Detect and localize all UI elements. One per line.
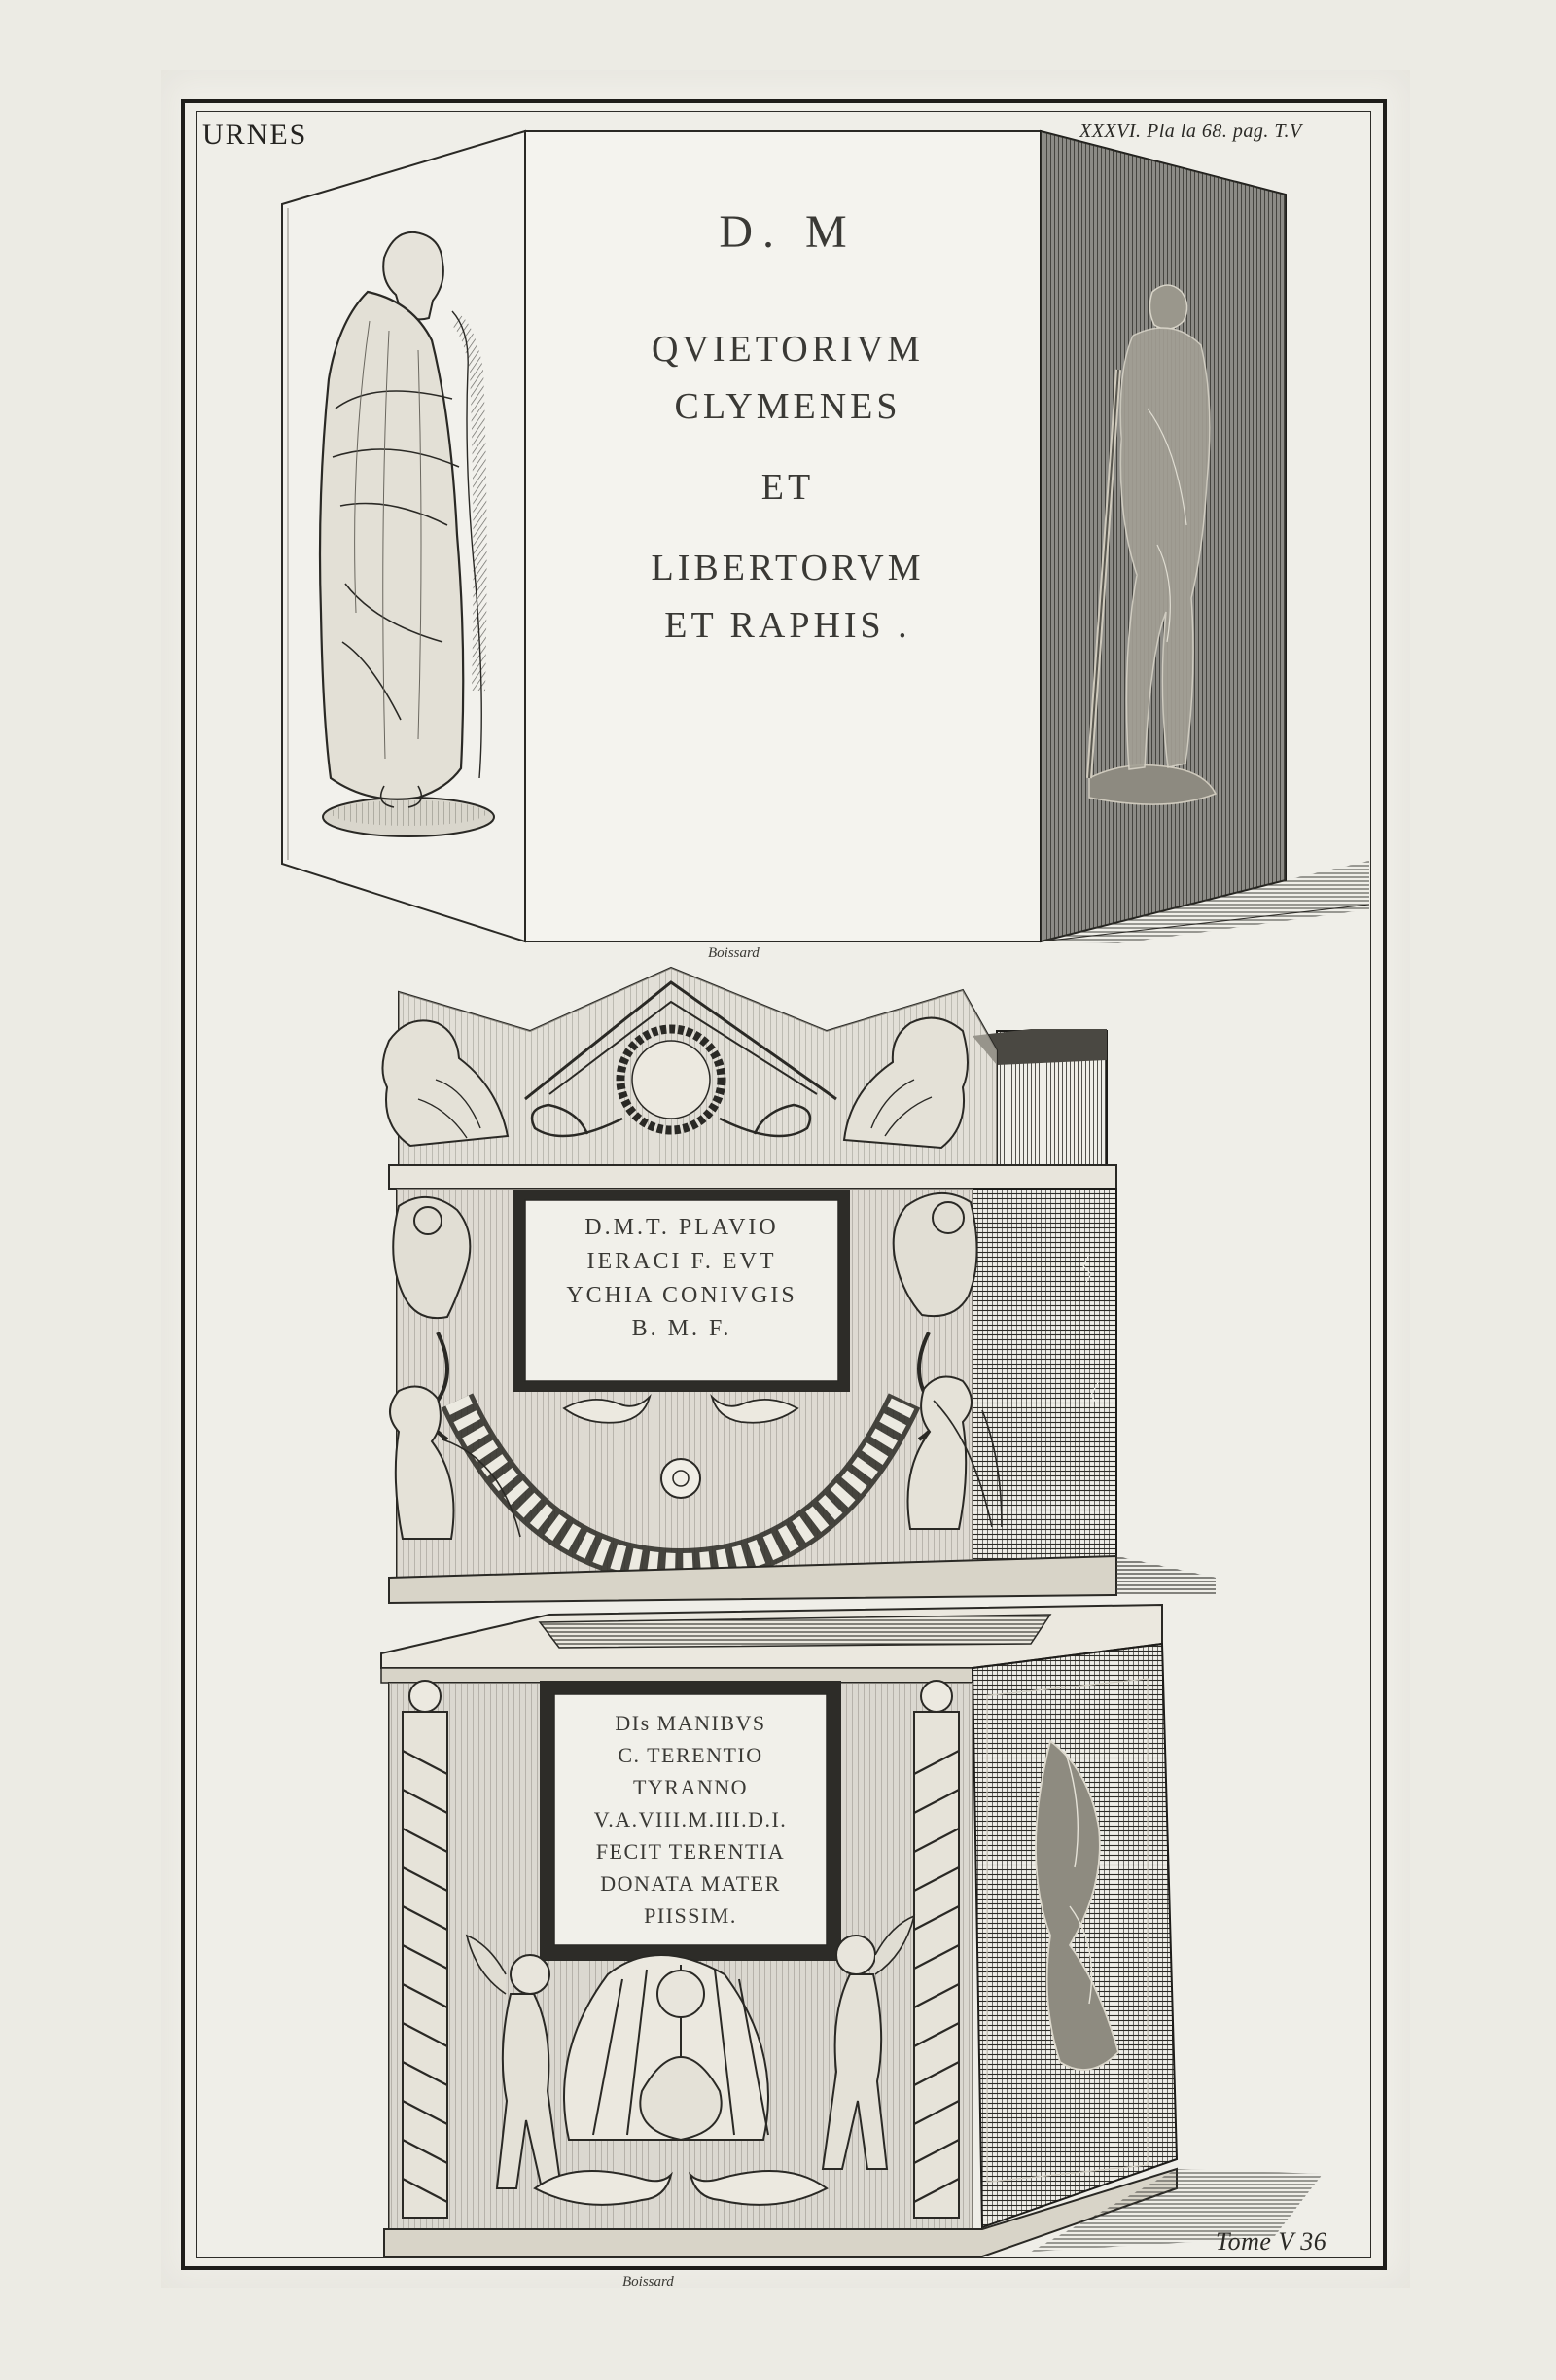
inscription-line: D.M.T. PLAVIO bbox=[584, 1215, 779, 1240]
inscription-line: CLYMENES bbox=[674, 385, 902, 427]
inscription-line: LIBERTORVM bbox=[651, 547, 925, 588]
inscription-line: DIs MANIBVS bbox=[615, 1711, 766, 1735]
middle-inscription bbox=[525, 1211, 838, 1346]
engraver-signature-top: Boissard bbox=[708, 945, 760, 961]
inscription-line: TYRANNO bbox=[632, 1775, 749, 1799]
inscription-line: ET bbox=[760, 466, 815, 508]
twisted-column-left bbox=[403, 1681, 447, 2218]
inscription-line: IERACI F. EVT bbox=[586, 1248, 777, 1274]
inscription-line: PIISSIM. bbox=[644, 1903, 737, 1928]
inscription-line: QVIETORIVM bbox=[652, 329, 924, 370]
inscription-line: FECIT TERENTIA bbox=[595, 1839, 786, 1864]
inscription-line: ET RAPHIS . bbox=[664, 604, 911, 646]
inscription-line: B. M. F. bbox=[631, 1316, 732, 1342]
top-inscription bbox=[545, 321, 1031, 654]
inscription-line: YCHIA CONIVGIS bbox=[566, 1282, 797, 1308]
twisted-column-right bbox=[914, 1681, 959, 2218]
top-heading: D. M bbox=[719, 206, 857, 258]
corner-title: URNES bbox=[202, 119, 308, 151]
inscription-line: V.A.VIII.M.III.D.I. bbox=[593, 1807, 788, 1831]
inscription-line: C. TERENTIO bbox=[618, 1743, 763, 1767]
bottom-inscription bbox=[554, 1707, 827, 1932]
plate-reference: XXXVI. Pla la 68. pag. T.V bbox=[1079, 121, 1302, 142]
engraver-signature-bottom: Boissard bbox=[622, 2274, 674, 2290]
bottom-monument bbox=[381, 1605, 1323, 2256]
inscription-line: DONATA MATER bbox=[600, 1871, 781, 1896]
volume-mark: Tome V 36 bbox=[1216, 2227, 1327, 2256]
